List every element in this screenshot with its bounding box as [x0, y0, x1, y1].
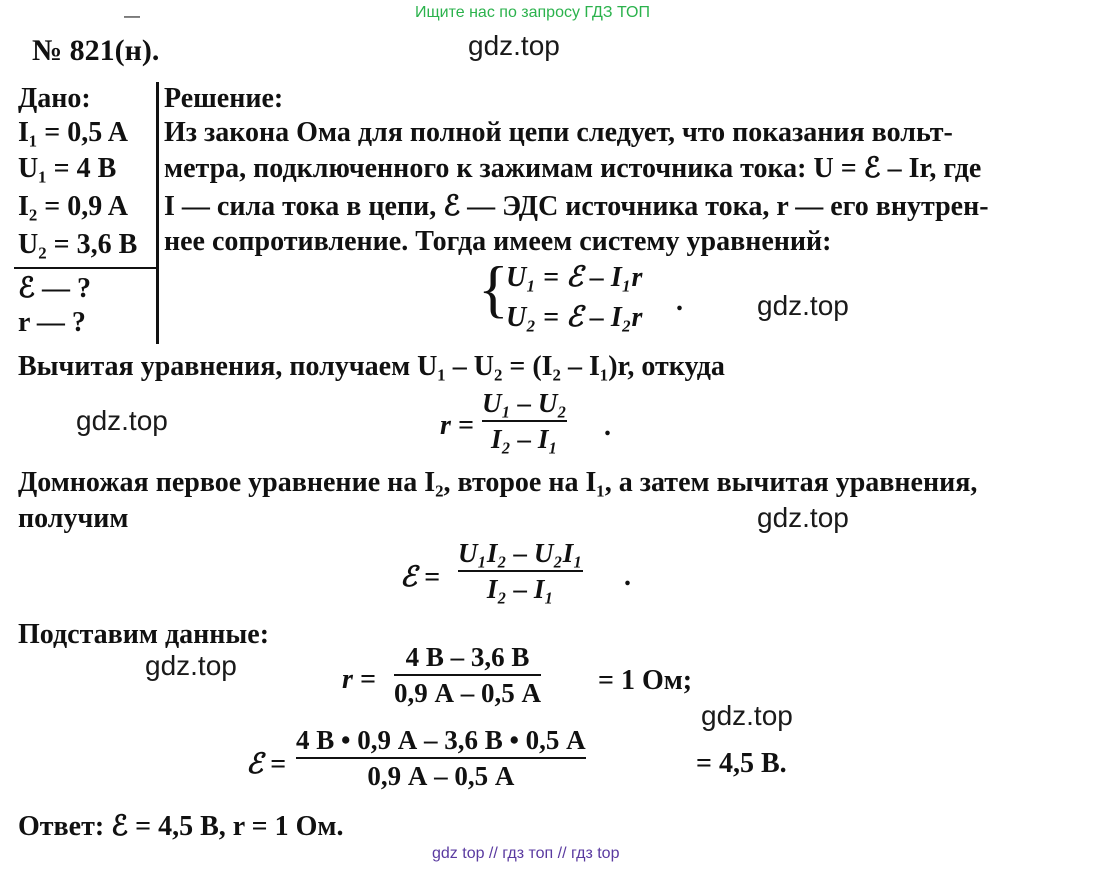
emf-calc-denominator: 0,9 А – 0,5 А: [367, 761, 515, 791]
solution-line: метра, подключенного к зажимам источника тока: U = ℰ – Ir, где: [164, 153, 982, 184]
watermark: gdz.top: [76, 405, 168, 436]
r-calc-fraction: [394, 640, 541, 710]
system-equation: U₁ = ℰ – I₁r: [506, 262, 643, 293]
r-calc-denominator: 0,9 А – 0,5 А: [394, 678, 541, 708]
solution-line: нее сопротивление. Тогда имеем систему уравнений:: [164, 226, 832, 257]
find-item: r — ?: [18, 307, 86, 338]
solution-line: I — сила тока в цепи, ℰ — ЭДС источника тока, r — его внутрен-: [164, 191, 989, 222]
top-banner: Ищите нас по запросу ГДЗ ТОП: [415, 4, 650, 21]
r-calc-result: = 1 Ом;: [598, 665, 693, 696]
watermark: gdz.top: [145, 650, 237, 681]
watermark: gdz.top: [701, 700, 793, 731]
emf-formula-fraction: [458, 536, 583, 606]
solution-line: Из закона Ома для полной цепи следует, что показания вольт-: [164, 117, 953, 148]
emf-formula-denominator: I₂ – I₁: [486, 574, 554, 604]
given-heading: Дано:: [18, 83, 91, 114]
subtract-line: Вычитая уравнения, получаем U₁ – U₂ = (I₂ – I₁)r, откуда: [18, 351, 725, 382]
system-brace: {: [478, 253, 509, 324]
multiply-line: Домножая первое уравнение на I₂, второе на I₁, а затем вычитая уравнения,: [18, 467, 978, 498]
given-item: U₁ = 4 B: [18, 153, 117, 184]
watermark: gdz.top: [468, 30, 560, 61]
emf-formula-numerator: U₁I₂ – U₂I₁: [458, 538, 583, 568]
r-formula-fraction: [482, 386, 567, 456]
given-item: I₁ = 0,5 A: [18, 117, 128, 148]
given-item: I₂ = 0,9 A: [18, 191, 128, 222]
bottom-banner: gdz top // гдз топ // гдз top: [432, 845, 620, 862]
r-calc-numerator: 4 В – 3,6 В: [405, 642, 530, 672]
r-formula-numerator: U₁ – U₂: [482, 388, 567, 418]
given-separator: [156, 82, 159, 344]
answer-line: Ответ: ℰ = 4,5 В, r = 1 Ом.: [18, 811, 344, 842]
problem-number: № 821(н).: [32, 34, 160, 67]
substitute-line: Подставим данные:: [18, 619, 270, 650]
find-item: ℰ — ?: [18, 273, 91, 304]
r-formula-lhs: r =: [440, 410, 474, 441]
watermark: gdz.top: [757, 290, 849, 321]
given-divider: [14, 267, 156, 269]
watermark: gdz.top: [757, 502, 849, 533]
emf-calc-fraction: [296, 723, 586, 793]
emf-calc-result: = 4,5 В.: [696, 748, 787, 779]
multiply-line: получим: [18, 503, 129, 534]
r-formula-end: .: [604, 411, 611, 442]
r-formula-denominator: I₂ – I₁: [490, 424, 558, 454]
given-item: U₂ = 3,6 B: [18, 229, 138, 260]
emf-calc-lhs: ℰ =: [246, 749, 286, 780]
emf-formula-end: .: [624, 561, 631, 592]
solution-heading: Решение:: [164, 83, 284, 114]
emf-formula-lhs: ℰ =: [400, 562, 440, 593]
emf-calc-numerator: 4 В • 0,9 А – 3,6 В • 0,5 А: [296, 725, 586, 755]
system-equation: U₂ = ℰ – I₂r: [506, 302, 643, 333]
system-end: .: [676, 286, 683, 317]
r-calc-lhs: r =: [342, 664, 376, 695]
dash-mark: —: [124, 8, 140, 25]
